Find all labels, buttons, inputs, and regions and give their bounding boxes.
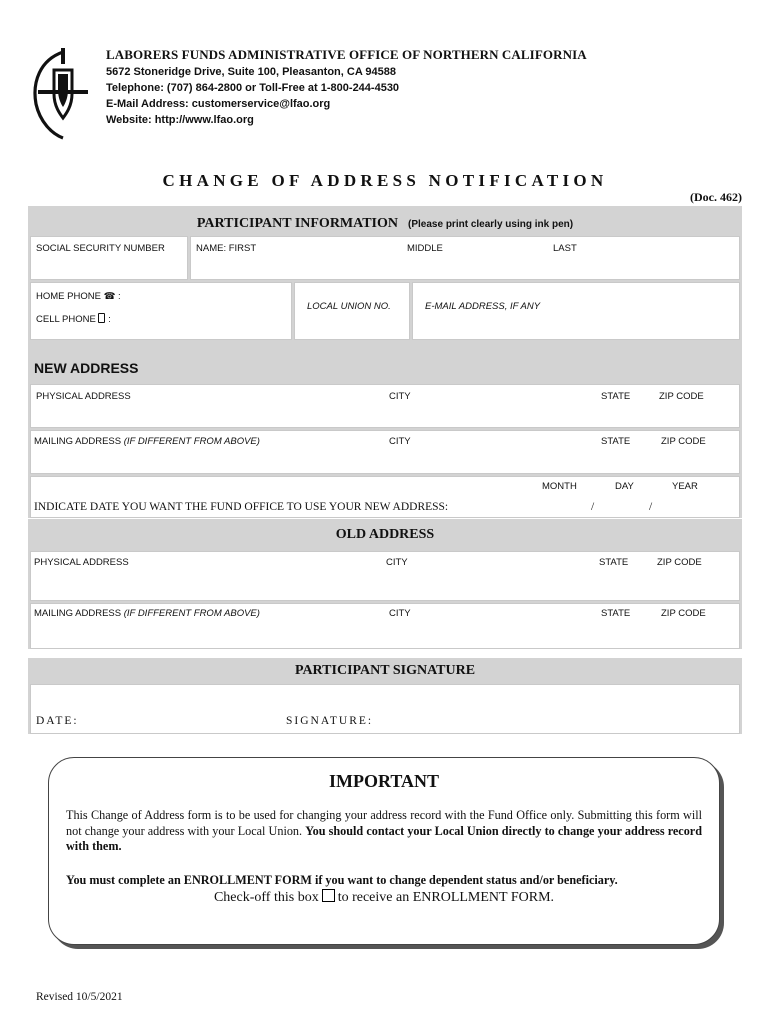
old-mailing-note: (IF DIFFERENT FROM ABOVE) <box>123 608 260 619</box>
old-physical-label: PHYSICAL ADDRESS <box>34 557 129 568</box>
email-field[interactable] <box>412 282 740 340</box>
signature-heading: PARTICIPANT SIGNATURE <box>294 663 476 678</box>
effective-date-field[interactable] <box>30 476 740 518</box>
org-address: 5672 Stoneridge Drive, Suite 100, Pleasanton, CA 94588 <box>106 66 396 78</box>
ssn-label: SOCIAL SECURITY NUMBER <box>36 243 165 254</box>
ssn-field[interactable] <box>30 236 188 280</box>
new-mailing-zip-label: ZIP CODE <box>661 436 706 447</box>
email-label: E-MAIL ADDRESS, IF ANY <box>425 301 541 312</box>
new-mailing-address-field[interactable] <box>30 430 740 474</box>
org-website: Website: http://www.lfao.org <box>106 114 254 126</box>
old-address-heading: OLD ADDRESS <box>335 527 435 542</box>
old-mailing-city-label: CITY <box>389 608 411 619</box>
old-mailing-state-label: STATE <box>601 608 631 619</box>
new-physical-city-label: CITY <box>389 391 411 402</box>
phone-field[interactable] <box>30 282 292 340</box>
new-mailing-label: MAILING ADDRESS <box>34 436 122 447</box>
doc-number: (Doc. 462) <box>690 190 742 204</box>
cellphone-icon <box>98 313 105 323</box>
old-physical-zip-label: ZIP CODE <box>657 557 702 568</box>
signature-field[interactable] <box>30 684 740 734</box>
important-notice <box>48 757 720 945</box>
checkoff-text-before: Check-off this box <box>213 890 319 905</box>
signature-section <box>28 658 742 734</box>
old-physical-state-label: STATE <box>599 557 629 568</box>
telephone-icon: ☎ <box>103 291 116 302</box>
form-title: CHANGE OF ADDRESS NOTIFICATION <box>162 171 608 190</box>
important-paragraph-1 <box>66 808 702 855</box>
name-last-label: LAST <box>553 243 577 254</box>
org-name: LABORERS FUNDS ADMINISTRATIVE OFFICE OF NORTHERN CALIFORNIA <box>106 47 587 62</box>
new-physical-state-label: STATE <box>601 391 631 402</box>
name-field[interactable] <box>190 236 740 280</box>
logo-emblem-icon <box>30 46 92 142</box>
cell-phone-row: CELL PHONE : <box>36 314 111 325</box>
cell-phone-label: CELL PHONE <box>36 314 96 325</box>
org-telephone: Telephone: (707) 864-2800 or Toll-Free at 1-800-244-4530 <box>106 82 400 94</box>
important-heading: IMPORTANT <box>328 771 440 791</box>
org-email: E-Mail Address: customerservice@lfao.org <box>106 98 331 110</box>
name-middle-label: MIDDLE <box>407 243 443 254</box>
checkoff-text-after: to receive an ENROLLMENT FORM. <box>337 890 555 905</box>
lfao-logo <box>30 46 92 142</box>
new-mailing-state-label: STATE <box>601 436 631 447</box>
old-physical-address-field[interactable] <box>30 551 740 601</box>
new-mailing-city-label: CITY <box>389 436 411 447</box>
name-first-label: NAME: FIRST <box>196 243 257 254</box>
year-label: YEAR <box>672 481 698 492</box>
day-label: DAY <box>615 481 634 492</box>
home-phone-row: HOME PHONE ☎ : <box>36 291 121 302</box>
old-mailing-label: MAILING ADDRESS <box>34 608 122 619</box>
date-slash-1: / <box>591 501 595 513</box>
participant-note: (Please print clearly using ink pen) <box>408 219 574 230</box>
new-physical-zip-label: ZIP CODE <box>659 391 704 402</box>
enrollment-checkbox[interactable] <box>322 889 335 902</box>
important-paragraph-2: You must complete an ENROLLMENT FORM if you want to change dependent status and/or beneficiary. <box>66 873 618 887</box>
enrollment-checkoff-row <box>49 889 719 906</box>
date-slash-2: / <box>649 501 653 513</box>
home-phone-label: HOME PHONE <box>36 291 101 302</box>
participant-heading-text: PARTICIPANT INFORMATION <box>196 216 399 231</box>
new-address-section <box>28 342 742 518</box>
old-mailing-address-field[interactable] <box>30 603 740 649</box>
important-text-1b: You should contact your Local Union directly to change your address record with them. <box>66 823 702 853</box>
participant-heading <box>28 214 742 232</box>
effective-date-prompt: INDICATE DATE YOU WANT THE FUND OFFICE TO USE YOUR NEW ADDRESS: <box>34 501 449 513</box>
old-mailing-zip-label: ZIP CODE <box>661 608 706 619</box>
local-union-field[interactable] <box>294 282 410 340</box>
new-mailing-note: (IF DIFFERENT FROM ABOVE) <box>123 436 260 447</box>
signature-label: SIGNATURE: <box>286 715 374 727</box>
important-text-1a: This Change of Address form is to be used for changing your address record with the Fund Office only. Submitting this form will not change your address with your Local Union. <box>66 808 702 838</box>
new-address-heading: NEW ADDRESS <box>34 360 139 376</box>
month-label: MONTH <box>542 481 577 492</box>
old-address-section <box>28 519 742 649</box>
signature-date-label: DATE: <box>36 715 79 727</box>
revised-date: Revised 10/5/2021 <box>36 991 123 1003</box>
participant-section <box>28 206 742 342</box>
new-physical-address-field[interactable] <box>30 384 740 428</box>
old-physical-city-label: CITY <box>386 557 408 568</box>
old-mailing-row <box>34 608 260 619</box>
new-mailing-row <box>34 436 260 447</box>
new-physical-label: PHYSICAL ADDRESS <box>36 391 131 402</box>
local-union-label: LOCAL UNION NO. <box>307 301 391 312</box>
